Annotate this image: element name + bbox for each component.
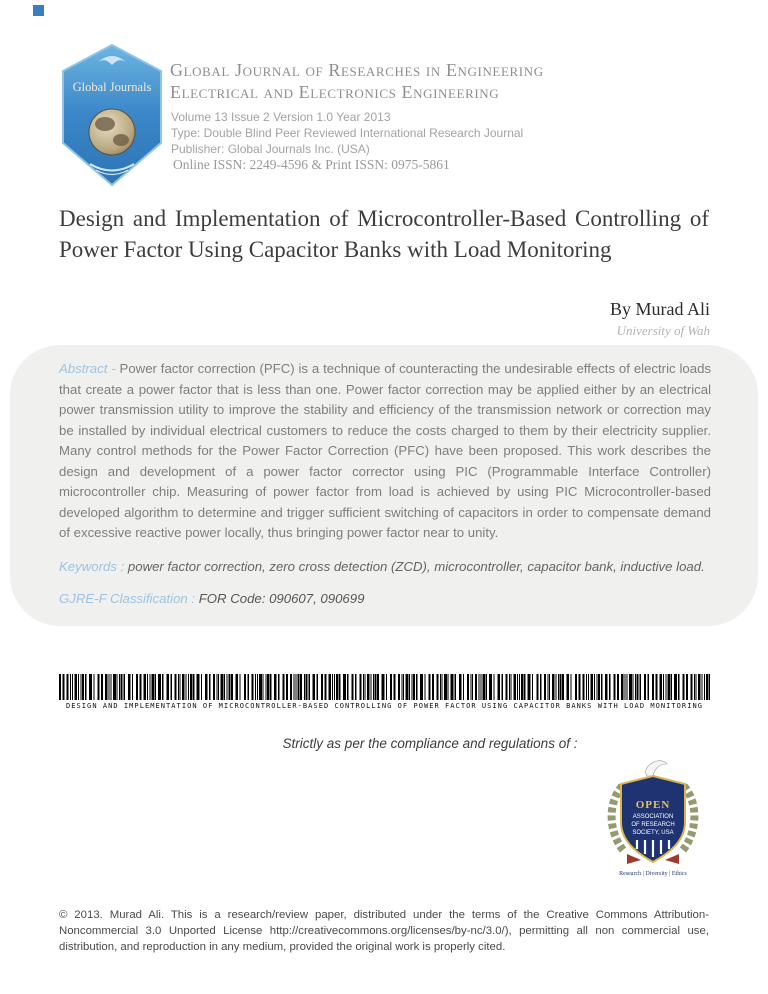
journal-name-line1: Global Journal of Researches in Engineering [170,60,544,80]
globe-continent [95,117,115,131]
copyright-notice: © 2013. Murad Ali. This is a research/review paper, distributed under the terms of the Creative Commons Attribution-Noncommercial 3.0 Unported License http://creativecommons.org/licenses/by-nc/3.0/), permitting all non commercial use, distribution, and reproduction in any medium, provided the original work is properly cited. [59,909,709,953]
crest-line3: OF RESEARCH [631,822,675,828]
global-journals-logo-icon [62,44,162,186]
keywords-line [59,557,711,578]
logo-label: Global Journals [72,80,152,94]
abstract-panel [10,345,758,626]
classification-text: FOR Code: 090607, 090699 [198,591,365,606]
abstract-label: Abstract - [59,361,120,376]
keywords-text: power factor correction, zero cross detection (ZCD), microcontroller, capacitor bank, inductive load. [127,558,705,574]
author-byline: By Murad Ali [609,299,710,319]
research-society-crest-icon [597,750,709,878]
crest-line2: ASSOCIATION [632,814,674,820]
compliance-line: Strictly as per the compliance and regulations of : [282,736,578,751]
issn-line: Online ISSN: 2249-4596 & Print ISSN: 0975-5861 [173,157,450,172]
dove-icon [645,761,667,776]
barcode-caption: DESIGN AND IMPLEMENTATION OF MICROCONTROLLER-BASED CONTROLLING OF POWER FACTOR USING CAPACITOR BANKS WITH LOAD MONITORING [66,702,703,710]
article-title: Design and Implementation of Microcontroller-Based Controlling of Power Factor Using Capacitor Banks with Load Monitoring [59,206,709,262]
journal-name-line2: Electrical and Electronics Engineering [170,82,500,102]
volume-line: Volume 13 Issue 2 Version 1.0 Year 2013 [171,110,391,124]
corner-mark [33,5,44,16]
crest-line4: SOCIETY, USA [632,830,674,836]
globe-continent [113,134,129,146]
crest-line1: OPEN [635,799,671,811]
ribbon-right [665,854,679,864]
classification-line [59,589,711,610]
globe-icon [89,109,135,155]
barcode [59,674,710,700]
crest-motto: Research | Diversity | Ethics [619,871,687,877]
type-line: Type: Double Blind Peer Reviewed International Research Journal [171,126,524,140]
ribbon-left [627,854,641,864]
abstract-paragraph [59,359,711,544]
publisher-line: Publisher: Global Journals Inc. (USA) [171,142,370,156]
keywords-label: Keywords : [59,558,128,574]
classification-label: GJRE-F Classification : [59,591,199,606]
abstract-text: Power factor correction (PFC) is a technique of counteracting the undesirable effects of electric loads that create a power factor that is less than one. Power factor correction may be applied either by an electrical power transmission utility to improve the stability and efficiency of the transmission network or correction may be installed by individual electrical customers to reduce the costs charged to them by their electricity supplier. Many control methods for the Power Factor Correction (PFC) have been proposed. This work describes the design and development of a power factor corrector using PIC (Programmable Interface Controller) microcontroller chip. Measuring of power factor from load is achieved by using PIC Microcontroller-based developed algorithm to determine and trigger sufficient switching of capacitors in order to compensate demand of excessive reactive power locally, thus bringing power factor near to unity. [59,361,711,540]
author-affiliation: University of Wah [616,323,710,338]
